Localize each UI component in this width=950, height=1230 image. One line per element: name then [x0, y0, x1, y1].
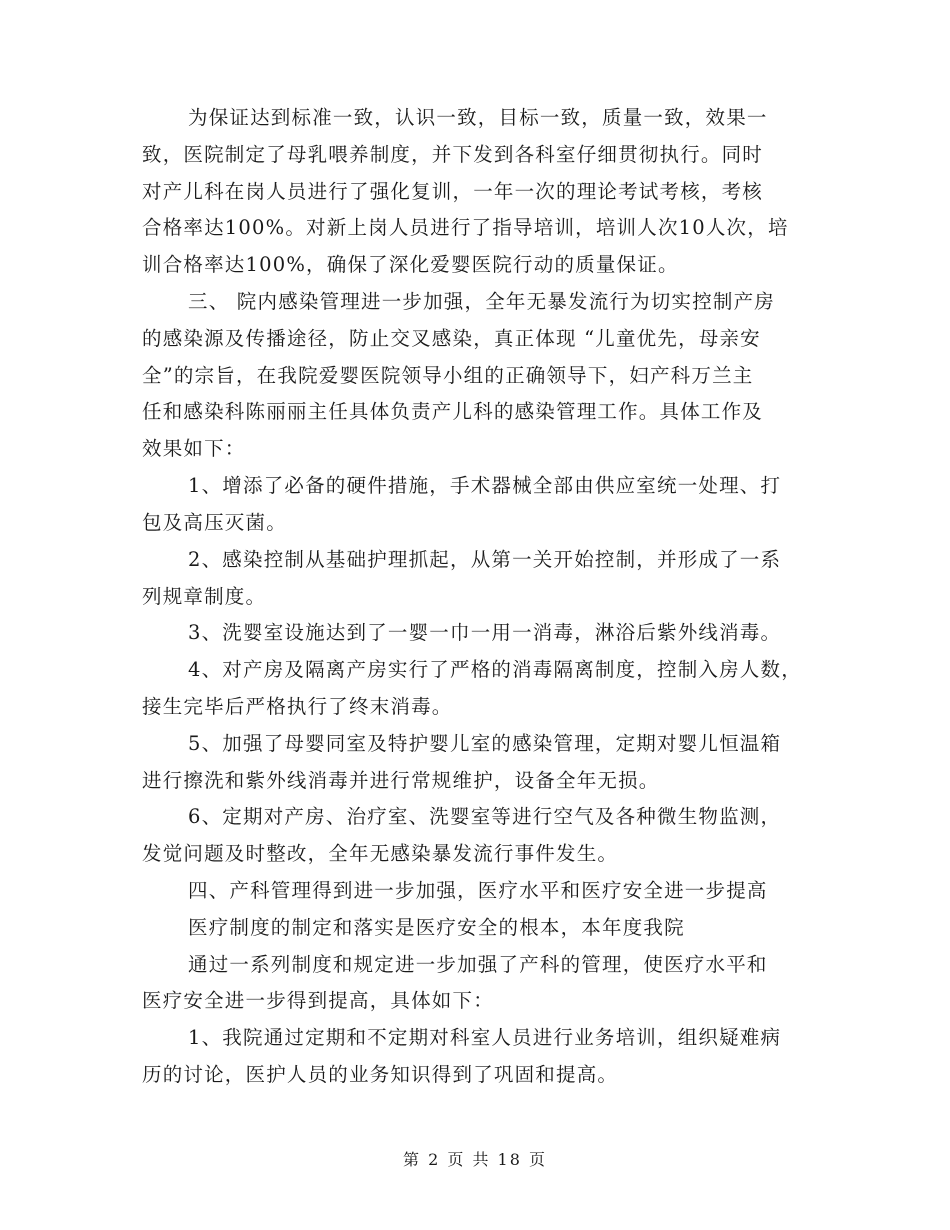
list-item: 4、对产房及隔离产房实行了严格的消毒隔离制度，控制入房人数，: [188, 658, 802, 682]
section-heading: 三、 院内感染管理进一步加强，全年无暴发流行为切实控制产房: [188, 290, 775, 314]
list-item: 1、我院通过定期和不定期对科室人员进行业务培训，组织疑难病: [188, 1026, 782, 1050]
text-line: 效果如下：: [142, 437, 246, 461]
text-line: 医疗制度的制定和落实是医疗安全的根本，本年度我院: [188, 915, 685, 939]
text-line: 全”的宗旨，在我院爱婴医院领导小组的正确领导下，妇产科万兰主: [142, 363, 754, 387]
text-line: 列规章制度。: [142, 584, 267, 608]
text-line: 任和感染科陈丽丽主任具体负责产儿科的感染管理工作。具体工作及: [142, 400, 764, 424]
text-line: 医疗安全进一步得到提高，具体如下：: [142, 989, 494, 1013]
text-line: 通过一系列制度和规定进一步加强了产科的管理，使医疗水平和: [188, 952, 768, 976]
list-item: 2、感染控制从基础护理抓起，从第一关开始控制，并形成了一系: [188, 547, 782, 571]
text-line: 对产儿科在岗人员进行了强化复训，一年一次的理论考试考核，考核: [142, 179, 764, 203]
list-item: 1、增添了必备的硬件措施，手术器械全部由供应室统一处理、打: [188, 474, 782, 498]
text-line: 接生完毕后严格执行了终末消毒。: [142, 694, 453, 718]
page-footer: 第 2 页 共 18 页: [403, 1150, 547, 1169]
list-item: 3、洗婴室设施达到了一婴一巾一用一消毒，淋浴后紫外线消毒。: [188, 621, 782, 645]
text-line: 包及高压灭菌。: [142, 510, 287, 534]
list-item: 5、加强了母婴同室及特护婴儿室的感染管理，定期对婴儿恒温箱: [188, 731, 782, 755]
text-line: 训合格率达100%，确保了深化爱婴医院行动的质量保证。: [142, 253, 679, 277]
text-line: 合格率达100%。对新上岗人员进行了指导培训，培训人次10人次，培: [142, 216, 789, 240]
section-heading: 四、产科管理得到进一步加强，医疗水平和医疗安全进一步提高: [188, 878, 768, 902]
text-line: 历的讨论，医护人员的业务知识得到了巩固和提高。: [142, 1063, 619, 1086]
list-item: 6、定期对产房、治疗室、洗婴室等进行空气及各种微生物监测，: [188, 805, 782, 829]
text-line: 致，医院制定了母乳喂养制度，并下发到各科室仔细贯彻执行。同时: [142, 142, 764, 166]
text-line: 为保证达到标准一致，认识一致，目标一致，质量一致，效果一: [188, 106, 768, 129]
text-line: 进行擦洗和紫外线消毒并进行常规维护，设备全年无损。: [142, 768, 660, 792]
text-line: 的感染源及传播途径，防止交叉感染，真正体现 “儿童优先，母亲安: [142, 326, 761, 350]
text-line: 发觉问题及时整改，全年无感染暴发流行事件发生。: [142, 842, 619, 866]
